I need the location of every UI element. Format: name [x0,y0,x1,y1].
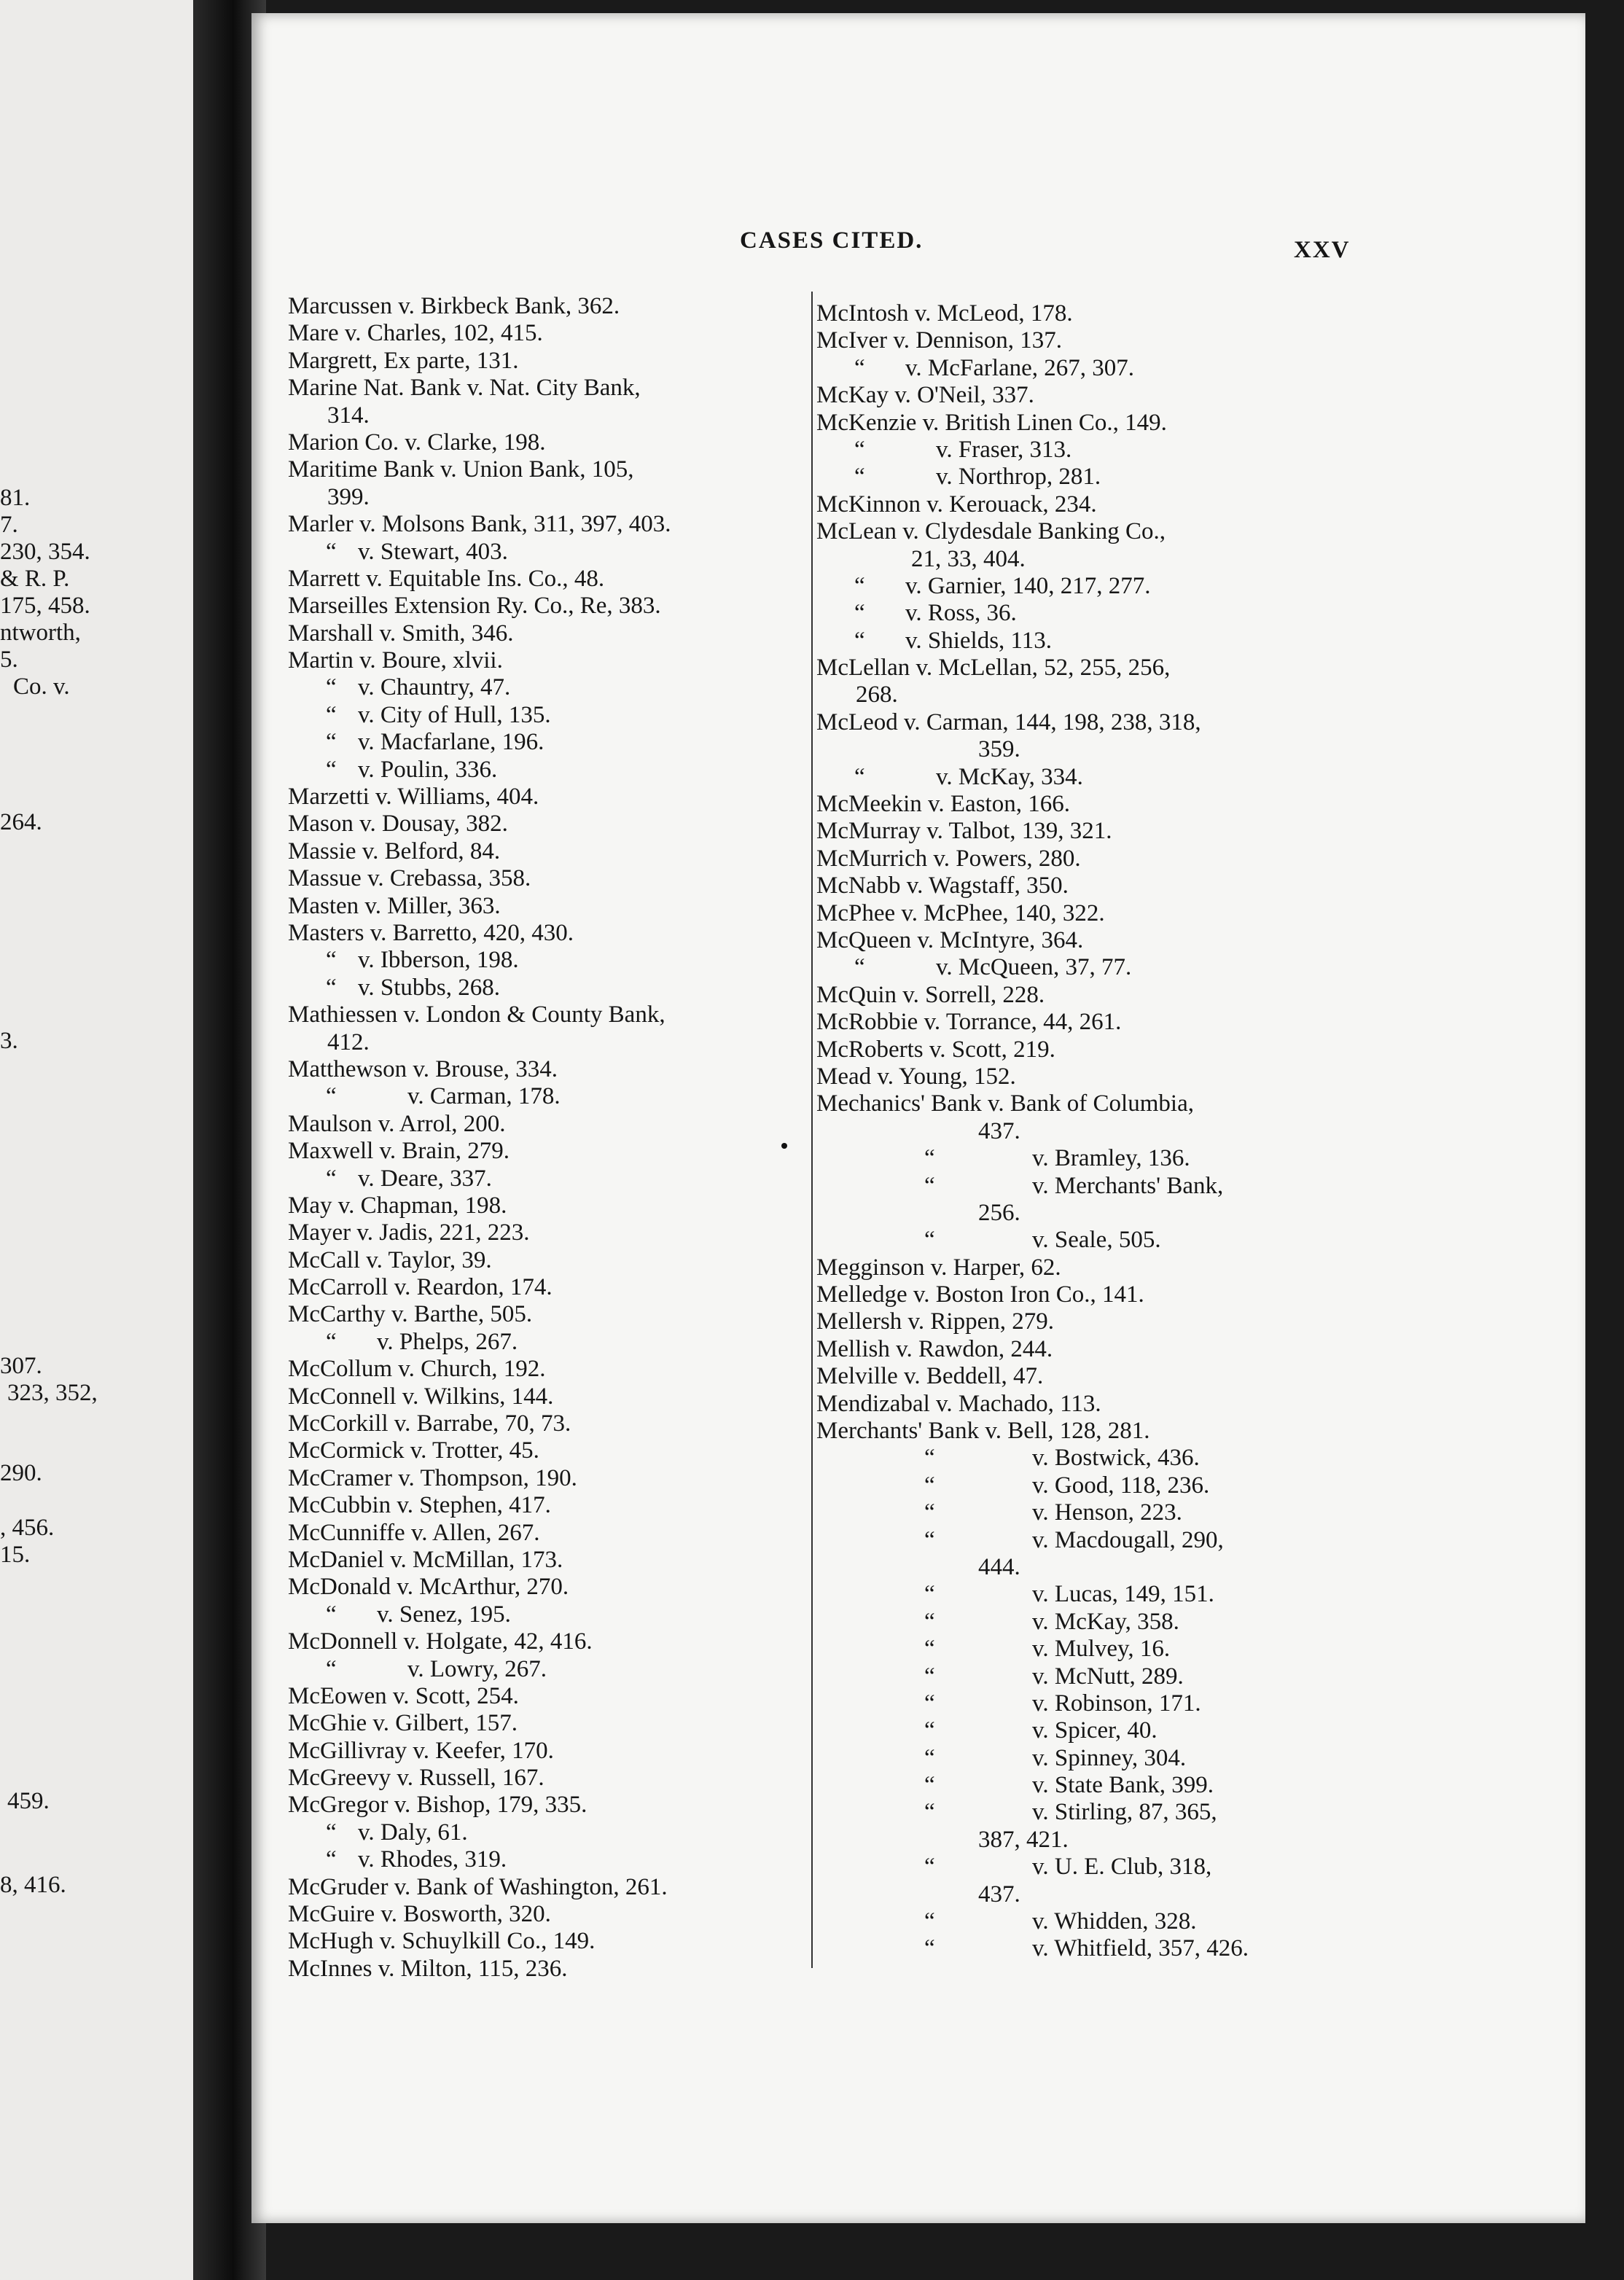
case-entry: McCormick v. Trotter, 45. [288,1437,539,1464]
case-entry-ditto: “ v. Spicer, 40. [924,1717,1158,1744]
case-entry-ditto: “ v. Lucas, 149, 151. [924,1581,1214,1608]
case-entry: Mechanics' Bank v. Bank of Columbia, [816,1090,1194,1117]
ditto-mark: “ [326,538,337,565]
case-entry-ditto: “ v. McFarlane, 267, 307. [854,354,1135,381]
ditto-mark: “ [924,1772,935,1799]
case-entry-ditto: “ v. Senez, 195. [326,1601,511,1628]
case-entry: Mare v. Charles, 102, 415. [288,320,543,347]
case-entry: McGuire v. Bosworth, 320. [288,1901,551,1928]
case-entry: McQueen v. McIntyre, 364. [816,926,1084,953]
case-entry-continuation: 437. [978,1881,1020,1908]
case-entry-ditto: “ v. McNutt, 289. [924,1663,1184,1690]
ditto-mark: “ [854,954,865,981]
case-entry: Marrett v. Equitable Ins. Co., 48. [288,565,605,592]
case-entry-continuation: 21, 33, 404. [911,545,1026,572]
case-entry: Masten v. Miller, 363. [288,892,501,919]
ditto-mark: “ [924,1636,935,1663]
ditto-mark: “ [924,1799,935,1826]
case-entry-ditto: “ v. City of Hull, 135. [326,701,551,728]
case-entry-ditto: “ v. Phelps, 267. [326,1328,518,1355]
case-entry-ditto: “ v. Poulin, 336. [326,756,498,783]
case-entry: McInnes v. Milton, 115, 236. [288,1955,568,1982]
case-entry: McMurrich v. Powers, 280. [816,845,1081,872]
case-entry: Mason v. Dousay, 382. [288,811,508,838]
case-entry: McGillivray v. Keefer, 170. [288,1737,554,1764]
case-entry: McNabb v. Wagstaff, 350. [816,872,1069,899]
case-entry-ditto: “ v. Good, 118, 236. [924,1472,1210,1499]
case-entry: Martin v. Boure, xlvii. [288,647,503,674]
case-entry-ditto: “ v. Macdougall, 290, [924,1526,1224,1553]
case-entry: McGhie v. Gilbert, 157. [288,1710,518,1737]
case-entry: McMeekin v. Easton, 166. [816,791,1070,818]
case-entry: Margrett, Ex parte, 131. [288,347,519,374]
ditto-mark: “ [326,974,337,1001]
case-entry-ditto: “ v. Carman, 178. [326,1083,561,1110]
case-entry: Mathiessen v. London & County Bank, [288,1002,665,1028]
case-entry: McDonald v. McArthur, 270. [288,1574,569,1601]
case-entry: Melville v. Beddell, 47. [816,1363,1044,1390]
case-entry-continuation: 256. [978,1199,1020,1226]
case-entry: McEowen v. Scott, 254. [288,1682,519,1709]
ditto-mark: “ [326,1846,337,1873]
case-entry-continuation: 359. [978,736,1020,763]
ditto-mark: “ [326,729,337,756]
prev-page-fragment: ntworth, [0,620,81,646]
ditto-mark: “ [854,763,865,790]
prev-page-fragment: 323, 352, [7,1380,98,1406]
case-entry: McRoberts v. Scott, 219. [816,1036,1055,1063]
case-entry: McLean v. Clydesdale Banking Co., [816,518,1166,545]
ditto-mark: “ [924,1445,935,1472]
prev-page-fragment: 307. [0,1353,42,1379]
case-entry: McCorkill v. Barrabe, 70, 73. [288,1410,571,1437]
ditto-mark: “ [326,1165,337,1192]
case-entry: McIver v. Dennison, 137. [816,327,1062,354]
case-entry: McCubbin v. Stephen, 417. [288,1492,551,1519]
case-entry: Maritime Bank v. Union Bank, 105, [288,456,634,483]
case-entry-ditto: “ v. State Bank, 399. [924,1772,1214,1799]
prev-page-fragment: 81. [0,485,31,511]
ditto-mark: “ [924,1854,935,1881]
case-entry: McCunniffe v. Allen, 267. [288,1519,540,1546]
ditto-mark: “ [326,674,337,701]
case-entry-ditto: “ v. Bramley, 136. [924,1145,1190,1172]
case-entry: McCramer v. Thompson, 190. [288,1464,577,1491]
case-entry-continuation: 412. [327,1028,370,1055]
case-entry: McHugh v. Schuylkill Co., 149. [288,1928,596,1955]
ditto-mark: “ [326,701,337,728]
case-entry: Massie v. Belford, 84. [288,838,501,864]
case-entry-ditto: “ v. Henson, 223. [924,1499,1182,1526]
case-entry: Mendizabal v. Machado, 113. [816,1390,1101,1417]
case-entry-ditto: “ v. Lowry, 267. [326,1655,547,1682]
case-entry-continuation: 437. [978,1117,1020,1144]
ditto-mark: “ [924,1608,935,1635]
ditto-mark: “ [854,354,865,381]
ditto-mark: “ [924,1472,935,1499]
ditto-mark: “ [924,1145,935,1172]
case-entry: Megginson v. Harper, 62. [816,1254,1061,1281]
ditto-mark: “ [924,1227,935,1254]
case-entry: Matthewson v. Brouse, 334. [288,1055,558,1082]
ditto-mark: “ [854,464,865,491]
case-entry: McGruder v. Bank of Washington, 261. [288,1873,668,1900]
case-entry-ditto: “ v. Ibberson, 198. [326,947,519,974]
case-entry-ditto: “ v. Daly, 61. [326,1819,468,1846]
case-entry: Marine Nat. Bank v. Nat. City Bank, [288,375,641,402]
ditto-mark: “ [924,1908,935,1935]
prev-page-fragment: 7. [0,512,18,538]
prev-page-fragment: & R. P. [0,566,70,592]
prev-page-fragment: 459. [7,1788,50,1814]
case-entry: Marseilles Extension Ry. Co., Re, 383. [288,593,661,620]
right-column [816,300,1341,1963]
case-entry-ditto: “ v. Shields, 113. [854,627,1053,654]
prev-page-fragment: , 456. [0,1515,55,1541]
case-entry-ditto: “ v. McKay, 358. [924,1608,1179,1635]
case-entry: Marshall v. Smith, 346. [288,620,514,647]
case-entry: McLellan v. McLellan, 52, 255, 256, [816,655,1171,682]
ditto-mark: “ [924,1581,935,1608]
case-entry: McCarroll v. Reardon, 174. [288,1274,553,1301]
ditto-mark: “ [326,756,337,783]
case-entry: McDaniel v. McMillan, 173. [288,1546,563,1573]
ditto-mark: “ [924,1663,935,1690]
case-entry-ditto: “ v. U. E. Club, 318, [924,1854,1212,1881]
case-entry: Maulson v. Arrol, 200. [288,1110,506,1137]
case-entry: McKinnon v. Kerouack, 234. [816,491,1097,518]
case-entry-continuation: 444. [978,1553,1020,1580]
case-entry-ditto: “ v. Rhodes, 319. [326,1846,507,1873]
case-entry: McCarthy v. Barthe, 505. [288,1301,533,1328]
case-entry: McGregor v. Bishop, 179, 335. [288,1792,587,1819]
ditto-mark: “ [854,627,865,654]
case-entry: Maxwell v. Brain, 279. [288,1138,510,1165]
ditto-mark: “ [326,947,337,974]
case-entry-ditto: “ v. Deare, 337. [326,1165,492,1192]
ditto-mark: “ [924,1172,935,1199]
ditto-mark: “ [326,1601,337,1628]
page-number: XXV [1294,237,1351,263]
ditto-mark: “ [326,1819,337,1846]
case-entry: McRobbie v. Torrance, 44, 261. [816,1009,1122,1036]
case-entry: Merchants' Bank v. Bell, 128, 281. [816,1418,1150,1445]
case-entry: Mead v. Young, 152. [816,1063,1016,1090]
case-entry-ditto: “ v. Robinson, 171. [924,1690,1201,1717]
case-entry: McCall v. Taylor, 39. [288,1246,492,1273]
case-entry-ditto: “ v. Garnier, 140, 217, 277. [854,572,1151,599]
case-entry: Melledge v. Boston Iron Co., 141. [816,1281,1144,1308]
case-entry: McKenzie v. British Linen Co., 149. [816,409,1167,436]
ditto-mark: “ [924,1717,935,1744]
running-header: CASES CITED. [740,227,924,254]
case-entry-continuation: 268. [856,682,898,708]
case-entry: McGreevy v. Russell, 167. [288,1765,544,1792]
ditto-mark: “ [924,1744,935,1771]
case-entry-ditto: “ v. Stubbs, 268. [326,974,500,1001]
case-entry: Marler v. Molsons Bank, 311, 397, 403. [288,511,671,538]
case-entry-ditto: “ v. Spinney, 304. [924,1744,1187,1771]
left-column [288,293,802,1983]
case-entry: McLeod v. Carman, 144, 198, 238, 318, [816,708,1201,735]
prev-page-fragment: Co. v. [13,674,70,700]
case-entry: Mellish v. Rawdon, 244. [816,1335,1053,1362]
case-entry-continuation: 399. [327,483,370,510]
case-entry: Marion Co. v. Clarke, 198. [288,429,546,456]
case-entry: Marzetti v. Williams, 404. [288,784,539,811]
case-entry-ditto: “ v. Seale, 505. [924,1227,1161,1254]
case-entry: Marcussen v. Birkbeck Bank, 362. [288,293,620,319]
case-entry-ditto: “ v. Macfarlane, 196. [326,729,544,756]
case-entry: McQuin v. Sorrell, 228. [816,981,1045,1008]
prev-page-fragment: 175, 458. [0,593,90,619]
ditto-mark: “ [326,1083,337,1110]
case-entry: Masters v. Barretto, 420, 430. [288,919,574,946]
ditto-mark: “ [854,436,865,463]
case-entry-ditto: “ v. Bostwick, 436. [924,1445,1200,1472]
case-entry: Massue v. Crebassa, 358. [288,865,531,892]
case-entry: McCollum v. Church, 192. [288,1356,546,1383]
case-entry: McConnell v. Wilkins, 144. [288,1383,554,1410]
case-entry-ditto: “ v. Stirling, 87, 365, [924,1799,1217,1826]
case-entry-ditto: “ v. Chauntry, 47. [326,674,511,701]
ditto-mark: “ [854,600,865,627]
case-entry-ditto: “ v. Fraser, 313. [854,436,1072,463]
case-entry-ditto: “ v. Mulvey, 16. [924,1636,1171,1663]
ditto-mark: “ [924,1935,935,1962]
case-entry-continuation: 314. [327,402,370,429]
case-entry: McPhee v. McPhee, 140, 322. [816,899,1105,926]
case-entry: McMurray v. Talbot, 139, 321. [816,818,1112,845]
case-entry: Mayer v. Jadis, 221, 223. [288,1219,530,1246]
case-entry: McDonnell v. Holgate, 42, 416. [288,1628,593,1655]
case-entry: McIntosh v. McLeod, 178. [816,300,1073,327]
case-entry-ditto: “ v. Northrop, 281. [854,464,1101,491]
case-entry-ditto: “ v. McQueen, 37, 77. [854,954,1132,981]
case-entry: McKay v. O'Neil, 337. [816,382,1034,409]
ditto-mark: “ [326,1655,337,1682]
previous-page-edge [0,0,193,2280]
ditto-mark: “ [326,1328,337,1355]
case-entry: Mellersh v. Rippen, 279. [816,1308,1054,1335]
prev-page-fragment: 3. [0,1028,18,1054]
ditto-mark: “ [924,1690,935,1717]
prev-page-fragment: 15. [0,1542,31,1568]
ditto-mark: “ [924,1526,935,1553]
prev-page-fragment: 230, 354. [0,539,90,565]
case-entry: May v. Chapman, 198. [288,1192,507,1219]
case-entry-ditto: “ v. Whidden, 328. [924,1908,1197,1935]
prev-page-fragment: 8, 416. [0,1872,66,1898]
prev-page-fragment: 264. [0,809,42,835]
case-entry-ditto: “ v. Stewart, 403. [326,538,508,565]
case-entry-ditto: “ v. Merchants' Bank, [924,1172,1224,1199]
case-entry-continuation: 387, 421. [978,1826,1069,1853]
prev-page-fragment: 290. [0,1460,42,1486]
case-entry-ditto: “ v. Ross, 36. [854,600,1017,627]
column-rule [811,292,813,1968]
prev-page-fragment: 5. [0,647,18,673]
ditto-mark: “ [924,1499,935,1526]
case-entry-ditto: “ v. Whitfield, 357, 426. [924,1935,1249,1962]
case-entry-ditto: “ v. McKay, 334. [854,763,1083,790]
ditto-mark: “ [854,572,865,599]
